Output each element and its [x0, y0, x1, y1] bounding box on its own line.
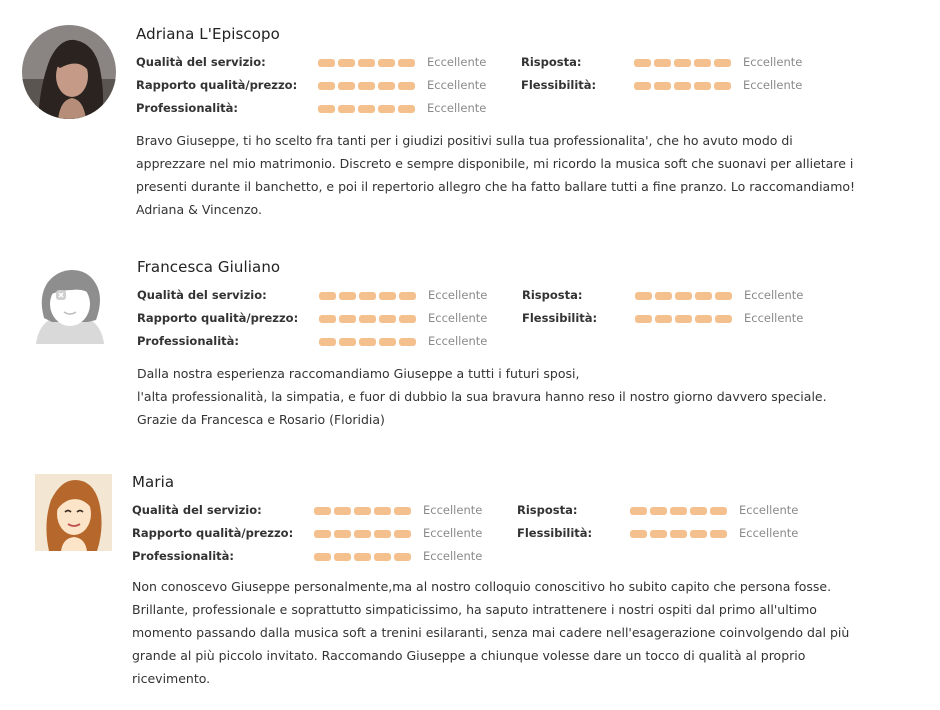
- rating-label-qualita-servizio: Qualità del servizio:: [132, 503, 262, 517]
- rating-label-risposta: Risposta:: [517, 503, 578, 517]
- rating-value-risposta: Eccellente: [743, 55, 803, 69]
- review-text-line: ricevimento.: [132, 671, 211, 686]
- reviewer-name: Maria: [132, 473, 175, 491]
- rating-label-flessibilita: Flessibilità:: [522, 311, 598, 325]
- rating-bar-risposta: [635, 292, 732, 300]
- review-card: [0, 455, 940, 710]
- rating-value-rapporto-qualita-prezzo: Eccellente: [423, 526, 483, 540]
- rating-value-professionalita: Eccellente: [427, 101, 487, 115]
- review-text-line: Non conoscevo Giuseppe personalmente,ma al nostro colloquio conoscitivo ho subito capito che persona fosse.: [132, 579, 832, 594]
- rating-label-rapporto-qualita-prezzo: Rapporto qualità/prezzo:: [136, 78, 298, 92]
- rating-value-qualita-servizio: Eccellente: [428, 288, 488, 302]
- rating-bar-risposta: [630, 507, 727, 515]
- rating-value-flessibilita: Eccellente: [744, 311, 804, 325]
- rating-value-qualita-servizio: Eccellente: [423, 503, 483, 517]
- default-user-avatar-icon: [32, 266, 108, 346]
- review-text-line: presenti durante il banchetto, e poi il repertorio allegro che ha fatto ballare tutti a fine pranzo. Lo raccomandiamo!: [136, 179, 856, 194]
- rating-bar-rapporto-qualita-prezzo: [319, 315, 416, 323]
- rating-bar-flessibilita: [630, 530, 727, 538]
- rating-value-professionalita: Eccellente: [428, 334, 488, 348]
- review-text-line: Dalla nostra esperienza raccomandiamo Giuseppe a tutti i futuri sposi,: [137, 366, 580, 381]
- rating-label-flessibilita: Flessibilità:: [521, 78, 597, 92]
- review-text: [132, 575, 849, 690]
- rating-label-rapporto-qualita-prezzo: Rapporto qualità/prezzo:: [132, 526, 294, 540]
- review-card: [0, 240, 940, 440]
- rating-value-rapporto-qualita-prezzo: Eccellente: [427, 78, 487, 92]
- rating-value-flessibilita: Eccellente: [743, 78, 803, 92]
- rating-value-risposta: Eccellente: [744, 288, 804, 302]
- rating-label-qualita-servizio: Qualità del servizio:: [136, 55, 266, 69]
- rating-label-flessibilita: Flessibilità:: [517, 526, 593, 540]
- rating-bar-risposta: [634, 59, 731, 67]
- rating-value-qualita-servizio: Eccellente: [427, 55, 487, 69]
- review-text-line: grande al più piccolo invitato. Raccomando Giuseppe a chiunque volesse dare un tocco di qualità al proprio: [132, 648, 806, 663]
- review-text-line: apprezzare nel mio matrimonio. Discreto e sempre disponibile, mi ricordo la musica soft che suonavi per allietare i: [136, 156, 854, 171]
- rating-label-professionalita: Professionalità:: [137, 334, 240, 348]
- rating-value-risposta: Eccellente: [739, 503, 799, 517]
- review-text-line: Brillante, professionale e soprattutto simpaticissimo, ha saputo intrattenere i nostri ospiti dal primo all'ultimo: [132, 602, 817, 617]
- rating-bar-flessibilita: [634, 82, 731, 90]
- review-text-line: momento passando dalla musica soft a trenini esilaranti, senza mai cadere nell'esagerazione coinvolgendo dal più: [132, 625, 850, 640]
- rating-label-risposta: Risposta:: [522, 288, 583, 302]
- person-photo-icon: [20, 24, 118, 120]
- rating-value-flessibilita: Eccellente: [739, 526, 799, 540]
- rating-bar-rapporto-qualita-prezzo: [318, 82, 415, 90]
- rating-bar-qualita-servizio: [319, 292, 416, 300]
- rating-bar-professionalita: [318, 105, 415, 113]
- rating-bar-professionalita: [314, 553, 411, 561]
- review-text-line: Grazie da Francesca e Rosario (Floridia): [137, 412, 385, 427]
- review-text: [137, 362, 827, 431]
- rating-bar-qualita-servizio: [318, 59, 415, 67]
- rating-label-professionalita: Professionalità:: [132, 549, 235, 563]
- rating-value-rapporto-qualita-prezzo: Eccellente: [428, 311, 488, 325]
- rating-label-risposta: Risposta:: [521, 55, 582, 69]
- rating-label-qualita-servizio: Qualità del servizio:: [137, 288, 267, 302]
- rating-bar-rapporto-qualita-prezzo: [314, 530, 411, 538]
- rating-bar-qualita-servizio: [314, 507, 411, 515]
- review-text-line: Adriana & Vincenzo.: [136, 202, 262, 217]
- cartoon-woman-avatar-icon: [35, 474, 112, 551]
- rating-label-rapporto-qualita-prezzo: Rapporto qualità/prezzo:: [137, 311, 299, 325]
- reviewer-name: Francesca Giuliano: [137, 258, 281, 276]
- review-text-line: Bravo Giuseppe, ti ho scelto fra tanti per i giudizi positivi sulla tua professionalita', che ho avuto modo di: [136, 133, 793, 148]
- rating-bar-flessibilita: [635, 315, 732, 323]
- rating-bar-professionalita: [319, 338, 416, 346]
- rating-value-professionalita: Eccellente: [423, 549, 483, 563]
- review-text-line: l'alta professionalità, la simpatia, e fuor di dubbio la sua bravura hanno reso il nostro giorno davvero speciale.: [137, 389, 827, 404]
- review-text: [136, 129, 855, 221]
- rating-label-professionalita: Professionalità:: [136, 101, 239, 115]
- reviewer-name: Adriana L'Episcopo: [136, 25, 280, 43]
- review-card: [0, 0, 940, 230]
